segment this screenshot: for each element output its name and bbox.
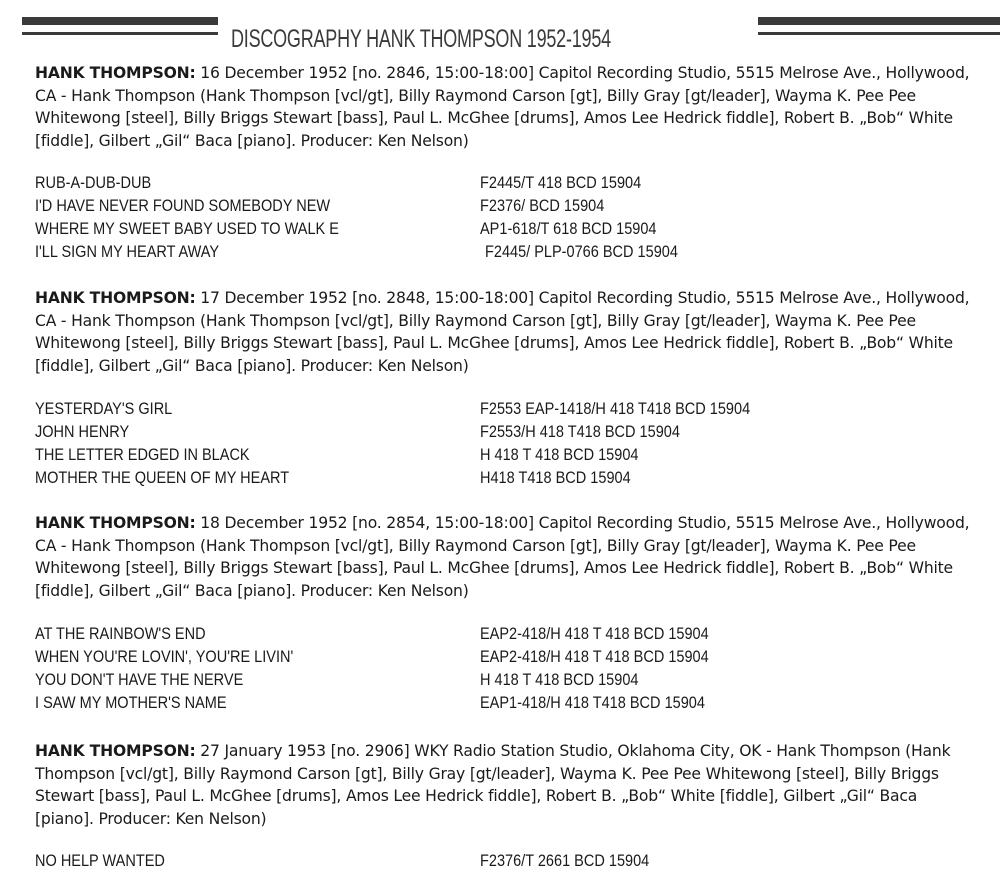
header-rule-thick-right bbox=[758, 17, 1000, 25]
track-row bbox=[35, 648, 935, 671]
session-details bbox=[35, 512, 980, 602]
track-row bbox=[35, 852, 935, 875]
track-title: WHEN YOU'RE LOVIN', YOU'RE LIVIN' bbox=[35, 648, 294, 666]
track-title: MOTHER THE QUEEN OF MY HEART bbox=[35, 469, 290, 487]
track-catalog: F2376/ BCD 15904 bbox=[480, 197, 605, 215]
track-row bbox=[35, 469, 935, 492]
track-list bbox=[35, 174, 935, 266]
track-catalog: H418 T418 BCD 15904 bbox=[480, 469, 631, 487]
track-catalog: F2553/H 418 T418 BCD 15904 bbox=[480, 423, 680, 441]
track-title: AT THE RAINBOW'S END bbox=[35, 625, 206, 643]
session-artist: HANK THOMPSON: bbox=[35, 742, 196, 760]
track-title: YOU DON'T HAVE THE NERVE bbox=[35, 671, 244, 689]
session-info: 18 December 1952 [no. 2854, 15:00-18:00] Capitol Recording Studio, 5515 Melrose Ave., Hollywood, CA - Hank Thompson (Hank Thompson [vcl/gt], Billy Raymond Carson [gt], Billy Gray [gt/leader], Wayma K. Pee Pee Whitewong [steel], Billy Briggs Stewart [bass], Paul L. McGhee [drums], Amos Lee Hedrick fiddle], Robert B. „Bob“ White [fiddle], Gilbert „Gil“ Baca [piano]. Producer: Ken Nelson) bbox=[35, 514, 970, 600]
track-catalog: F2445/ PLP-0766 BCD 15904 bbox=[485, 243, 678, 261]
track-list bbox=[35, 400, 935, 492]
track-catalog: F2445/T 418 BCD 15904 bbox=[480, 174, 642, 192]
session-artist: HANK THOMPSON: bbox=[35, 514, 196, 532]
track-title: RUB-A-DUB-DUB bbox=[35, 174, 152, 192]
session-info: 16 December 1952 [no. 2846, 15:00-18:00] Capitol Recording Studio, 5515 Melrose Ave., Hollywood, CA - Hank Thompson (Hank Thompson [vcl/gt], Billy Raymond Carson [gt], Billy Gray [gt/leader], Wayma K. Pee Pee Whitewong [steel], Billy Briggs Stewart [bass], Paul L. McGhee [drums], Amos Lee Hedrick fiddle], Robert B. „Bob“ White [fiddle], Gilbert „Gil“ Baca [piano]. Producer: Ken Nelson) bbox=[35, 64, 970, 150]
track-catalog: H 418 T 418 BCD 15904 bbox=[480, 671, 639, 689]
track-list bbox=[35, 852, 935, 875]
header-rule-thick-left bbox=[22, 17, 218, 25]
track-row bbox=[35, 220, 935, 243]
page-header bbox=[0, 6, 1000, 53]
track-catalog: AP1-618/T 618 BCD 15904 bbox=[480, 220, 657, 238]
track-title: I SAW MY MOTHER'S NAME bbox=[35, 694, 227, 712]
track-catalog: H 418 T 418 BCD 15904 bbox=[480, 446, 639, 464]
track-row bbox=[35, 446, 935, 469]
track-title: WHERE MY SWEET BABY USED TO WALK E bbox=[35, 220, 339, 238]
track-title: YESTERDAY'S GIRL bbox=[35, 400, 173, 418]
session-info: 17 December 1952 [no. 2848, 15:00-18:00] Capitol Recording Studio, 5515 Melrose Ave., Hollywood, CA - Hank Thompson (Hank Thompson [vcl/gt], Billy Raymond Carson [gt], Billy Gray [gt/leader], Wayma K. Pee Pee Whitewong [steel], Billy Briggs Stewart [bass], Paul L. McGhee [drums], Amos Lee Hedrick fiddle], Robert B. „Bob“ White [fiddle], Gilbert „Gil“ Baca [piano]. Producer: Ken Nelson) bbox=[35, 289, 970, 375]
track-catalog: F2376/T 2661 BCD 15904 bbox=[480, 852, 650, 870]
session-paragraph bbox=[35, 740, 980, 830]
session-artist: HANK THOMPSON: bbox=[35, 64, 196, 82]
page-title: DISCOGRAPHY HANK THOMPSON 1952-1954 bbox=[231, 24, 611, 53]
track-title: THE LETTER EDGED IN BLACK bbox=[35, 446, 250, 464]
track-catalog: EAP2-418/H 418 T 418 BCD 15904 bbox=[480, 625, 709, 643]
track-row bbox=[35, 174, 935, 197]
header-rule-thin-left bbox=[22, 32, 218, 35]
session-paragraph bbox=[35, 62, 980, 152]
session-details bbox=[35, 740, 980, 830]
track-row bbox=[35, 671, 935, 694]
track-row bbox=[35, 694, 935, 717]
track-row bbox=[35, 625, 935, 648]
header-rule-thin-right bbox=[758, 32, 1000, 35]
track-row bbox=[35, 243, 935, 266]
track-catalog: EAP1-418/H 418 T418 BCD 15904 bbox=[480, 694, 705, 712]
track-catalog: EAP2-418/H 418 T 418 BCD 15904 bbox=[480, 648, 709, 666]
session-paragraph bbox=[35, 287, 980, 377]
track-title: I'D HAVE NEVER FOUND SOMEBODY NEW bbox=[35, 197, 331, 215]
session-details bbox=[35, 287, 980, 377]
track-row bbox=[35, 197, 935, 220]
track-title: I'LL SIGN MY HEART AWAY bbox=[35, 243, 220, 261]
session-artist: HANK THOMPSON: bbox=[35, 289, 196, 307]
track-catalog: F2553 EAP-1418/H 418 T418 BCD 15904 bbox=[480, 400, 751, 418]
track-title: NO HELP WANTED bbox=[35, 852, 165, 870]
session-paragraph bbox=[35, 512, 980, 602]
track-row bbox=[35, 423, 935, 446]
session-info: 27 January 1953 [no. 2906] WKY Radio Station Studio, Oklahoma City, OK - Hank Thompson (Hank Thompson [vcl/gt], Billy Raymond Carson [gt], Billy Gray [gt/leader], Wayma K. Pee Pee Whitewong [steel], Billy Briggs Stewart [bass], Paul L. McGhee [drums], Amos Lee Hedrick fiddle], Robert B. „Bob“ White [fiddle], Gilbert „Gil“ Baca [piano]. Producer: Ken Nelson) bbox=[35, 742, 951, 828]
track-title: JOHN HENRY bbox=[35, 423, 130, 441]
session-details bbox=[35, 62, 980, 152]
track-row bbox=[35, 400, 935, 423]
track-list bbox=[35, 625, 935, 717]
